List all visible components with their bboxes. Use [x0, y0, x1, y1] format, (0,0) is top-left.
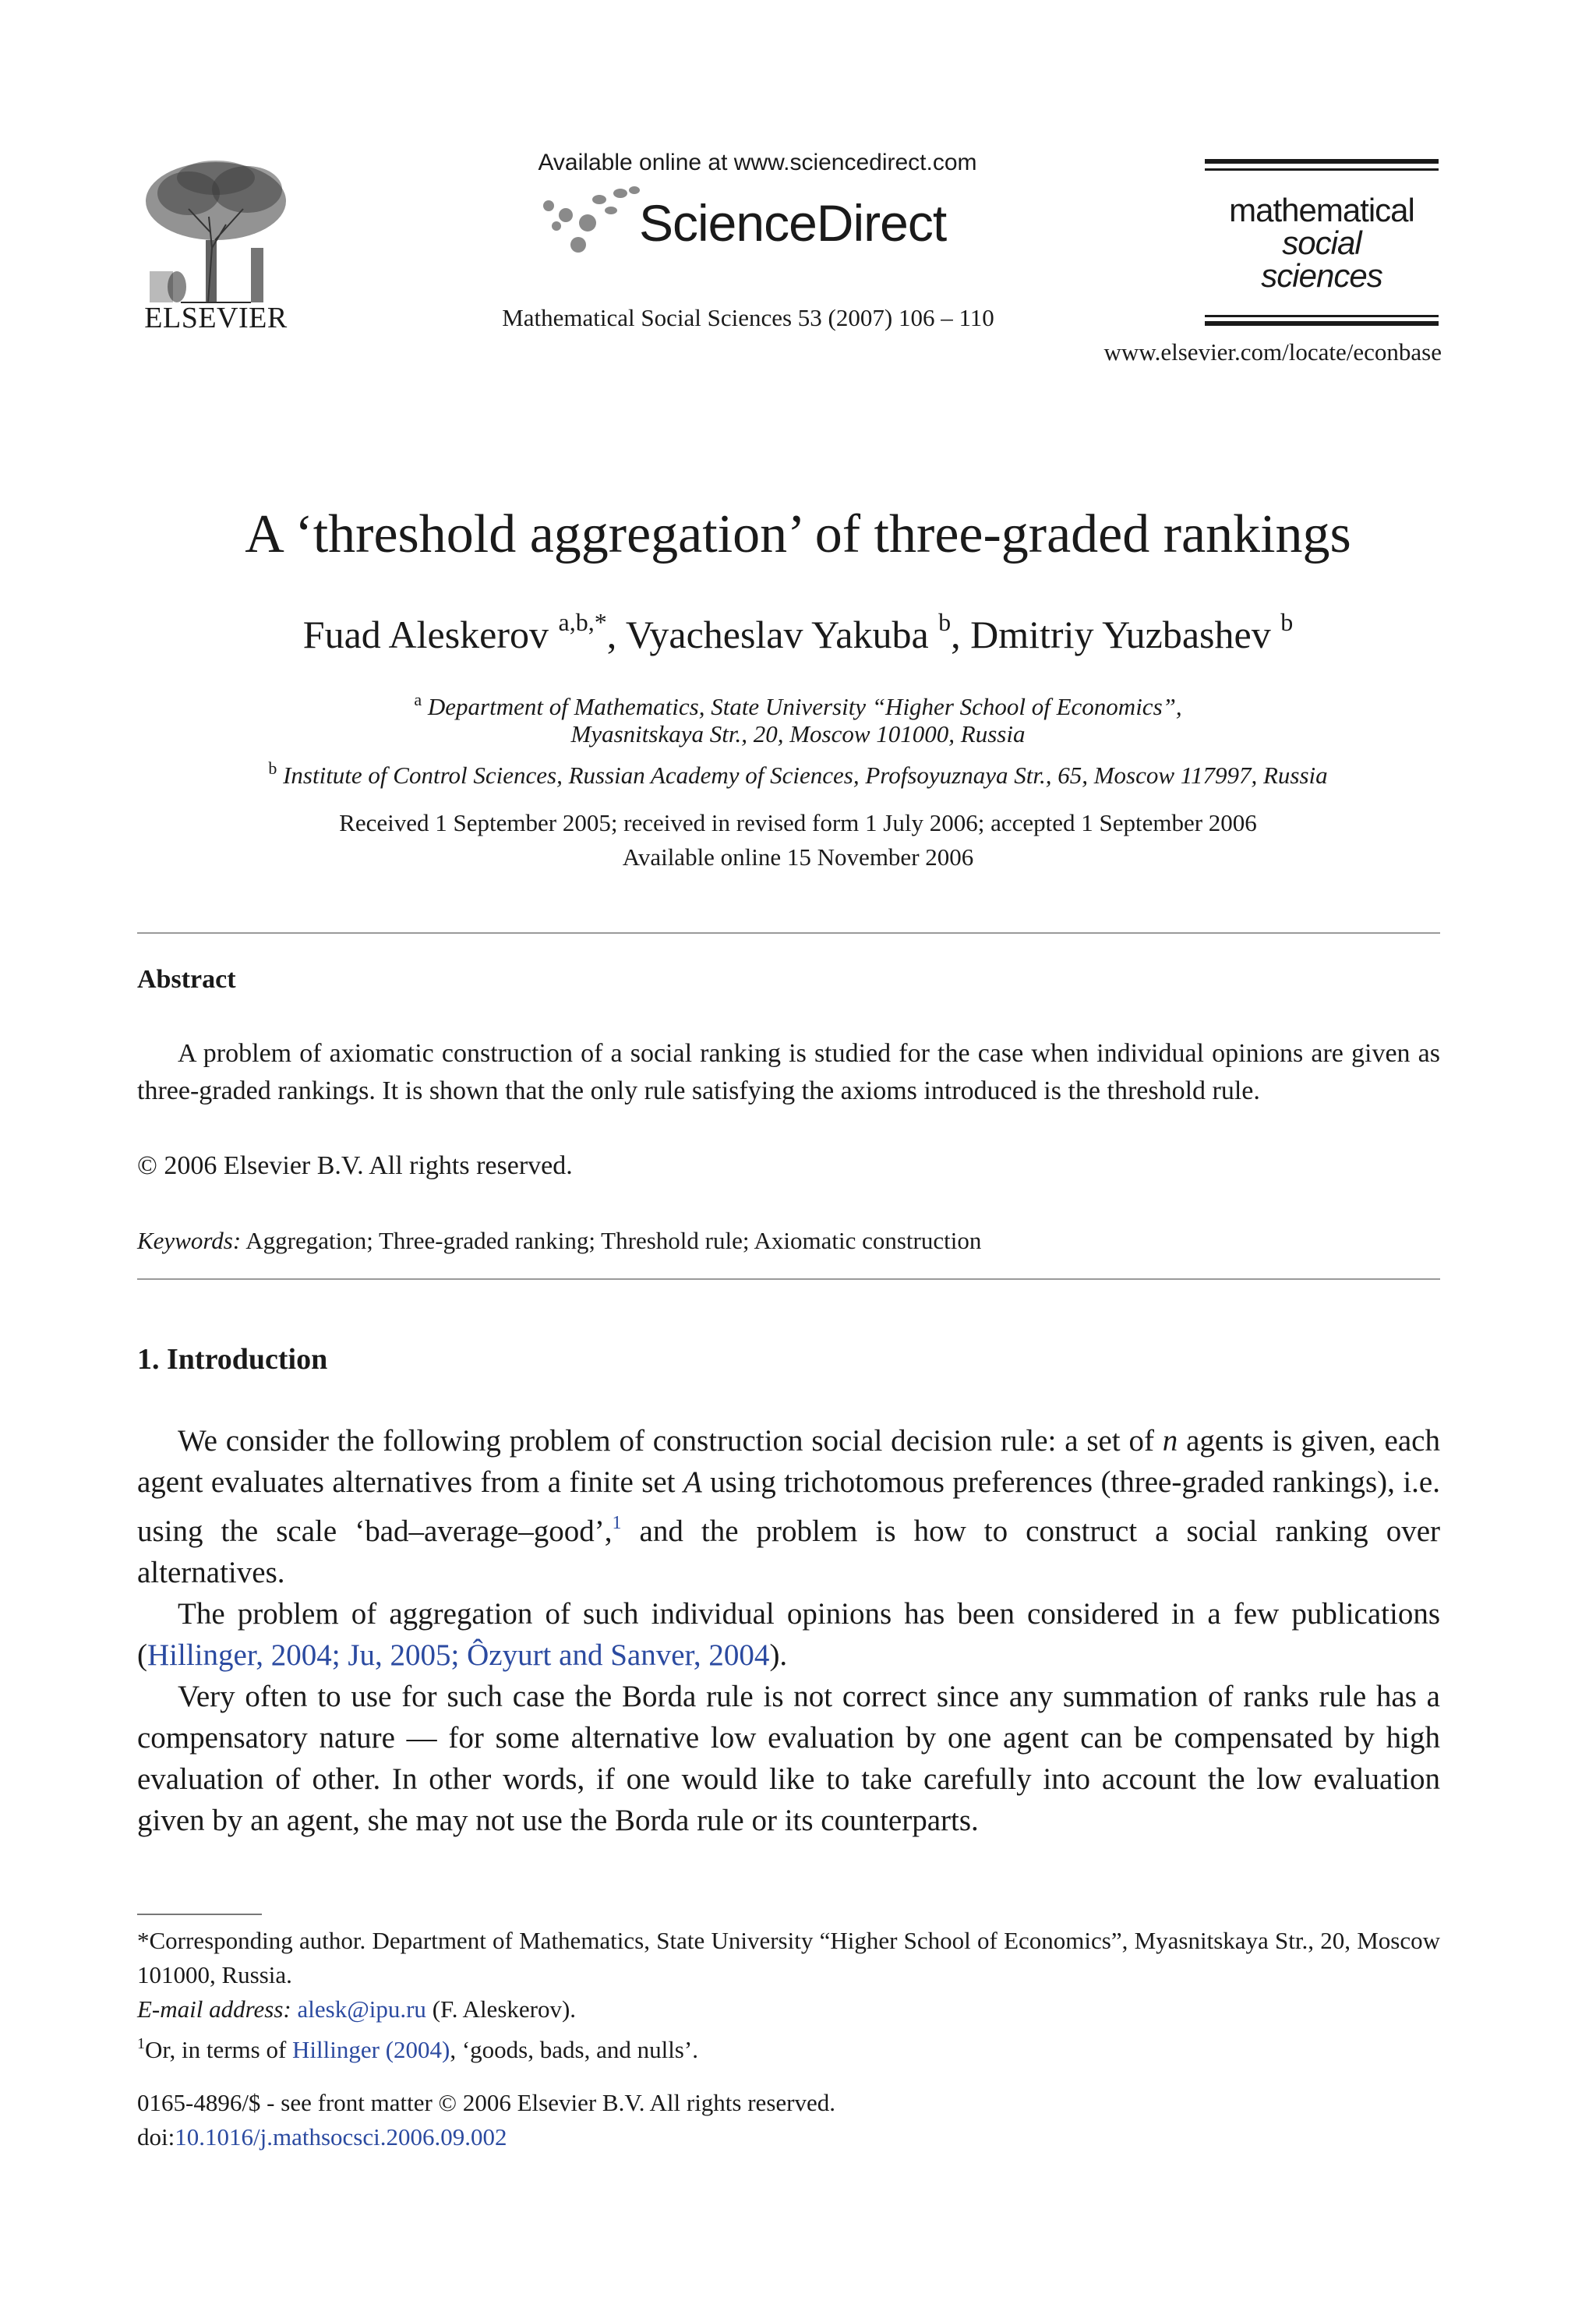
- journal-url[interactable]: www.elsevier.com/locate/econbase: [1103, 338, 1442, 366]
- footnote-rule: [137, 1914, 262, 1915]
- math-var-a: A: [683, 1465, 702, 1499]
- elsevier-tree-icon: [134, 154, 298, 310]
- affiliation-mark: b: [268, 758, 277, 778]
- elsevier-logo: [134, 154, 298, 335]
- abstract-heading: Abstract: [137, 965, 236, 994]
- footnote-ref[interactable]: 1: [612, 1513, 622, 1533]
- email-owner: (F. Aleskerov).: [425, 1995, 577, 2023]
- author-separator: ,: [606, 613, 626, 656]
- author-name[interactable]: Dmitriy Yuzbashev: [970, 613, 1271, 656]
- logo-rule-bottom: [1205, 321, 1439, 326]
- footnote-email: [137, 1992, 1440, 2027]
- text-run: , ‘goods, bads, and nulls’.: [450, 2036, 698, 2063]
- text-run: using trichotomous preferences (three-graded rankings), i.e. using the scale ‘bad–average–good’,: [137, 1465, 1440, 1548]
- available-online-date: Available online 15 November 2006: [622, 843, 974, 871]
- math-var-n: n: [1162, 1424, 1178, 1458]
- affiliation-a-line-2: Myasnitskaya Str., 20, Moscow 101000, Russia: [570, 720, 1026, 747]
- logo-rule-top: [1205, 159, 1439, 164]
- footnote-corresponding: *Corresponding author. Department of Mathematics, State University “Higher School of Economics”, Myasnitskaya Str., 20, Moscow 101000, Russia.: [137, 1927, 1440, 1988]
- abstract-copyright: © 2006 Elsevier B.V. All rights reserved.: [137, 1151, 573, 1180]
- email-label: E-mail address:: [137, 1995, 291, 2023]
- author-separator: ,: [951, 613, 971, 656]
- intro-paragraph-2: [137, 1593, 1440, 1676]
- sciencedirect-dots-icon: [533, 182, 650, 260]
- intro-paragraph-3: Very often to use for such case the Borda rule is not correct since any summation of ranks rule has a compensatory nature — for some alternative low evaluation by one agent can be compensated by high evaluation of other. In other words, if one would like to take carefully into account the low evaluation given by an agent, she may not use the Borda rule or its counterparts.: [137, 1680, 1440, 1837]
- section-heading: 1. Introduction: [137, 1343, 328, 1376]
- text-run: Or, in terms of: [145, 2036, 293, 2063]
- introduction-body: [137, 1420, 1440, 1841]
- text-run: agents is given, each agent evaluates alternatives from a finite set: [137, 1424, 1440, 1499]
- footnote-mark: 1: [137, 2035, 145, 2052]
- logo-line-1: mathematical: [1229, 192, 1414, 228]
- received-dates: Received 1 September 2005; received in revised form 1 July 2006; accepted 1 September 2006: [339, 809, 1257, 836]
- doi-label: doi:: [137, 2123, 175, 2151]
- logo-rule-bottom-thin: [1205, 315, 1439, 317]
- affiliation-text: Department of Mathematics, State University “Higher School of Economics”,: [427, 693, 1182, 720]
- publisher-name: ELSEVIER: [144, 302, 288, 334]
- author-marks: b: [1280, 608, 1294, 636]
- affiliation-mark: a: [414, 690, 422, 709]
- divider-top: [137, 932, 1440, 934]
- doi-link[interactable]: 10.1016/j.mathsocsci.2006.09.002: [175, 2123, 507, 2151]
- author-name[interactable]: Vyacheslav Yakuba: [625, 613, 929, 656]
- abstract-text: A problem of axiomatic construction of a social ranking is studied for the case when individual opinions are given as three-graded rankings. It is shown that the only rule satisfying the axioms introduced is the threshold rule.: [137, 1039, 1440, 1105]
- author-list: [0, 608, 1596, 657]
- author-name[interactable]: Fuad Aleskerov: [302, 613, 549, 656]
- issn-line: 0165-4896/$ - see front matter © 2006 Elsevier B.V. All rights reserved.: [137, 2089, 835, 2116]
- keywords: [137, 1227, 981, 1255]
- keywords-list: Aggregation; Three-graded ranking; Threshold rule; Axiomatic construction: [245, 1227, 982, 1254]
- sciencedirect-wordmark: ScienceDirect: [639, 194, 947, 252]
- logo-line-3: sciences: [1261, 257, 1382, 294]
- journal-logo: [1205, 153, 1439, 332]
- divider-bottom: [137, 1278, 1440, 1280]
- text-run: and the problem is how to construct a social ranking over alternatives.: [137, 1514, 1440, 1589]
- author-marks: a,b,*: [558, 608, 607, 636]
- affiliation-b: [0, 751, 1596, 793]
- text-run: We consider the following problem of construction social decision rule: a set of: [178, 1424, 1163, 1458]
- affiliation-text: Institute of Control Sciences, Russian Academy of Sciences, Profsoyuznaya Str., 65, Moscow 117997, Russia: [283, 762, 1328, 789]
- text-run: ).: [769, 1638, 788, 1672]
- journal-citation: Mathematical Social Sciences 53 (2007) 106 – 110: [502, 304, 994, 331]
- available-online-text: Available online at www.sciencedirect.com: [538, 150, 977, 175]
- text-run: The problem of aggregation of such individual opinions has been considered in a few publications (: [137, 1597, 1440, 1672]
- email-link[interactable]: alesk@ipu.ru: [297, 1995, 426, 2023]
- citation-link[interactable]: Hillinger, 2004; Ju, 2005; Ôzyurt and Sanver, 2004: [147, 1638, 770, 1672]
- author-marks: b: [938, 608, 952, 636]
- intro-paragraph-1: [137, 1420, 1440, 1593]
- keywords-label: Keywords:: [137, 1227, 242, 1254]
- article-title: A ‘threshold aggregation’ of three-graded rankings: [245, 504, 1351, 564]
- doi-line: [137, 2120, 1440, 2154]
- footnote-1: [137, 2027, 1440, 2067]
- logo-line-2: social: [1282, 224, 1361, 261]
- logo-rule-top-thin: [1205, 168, 1439, 171]
- citation-link[interactable]: Hillinger (2004): [292, 2036, 450, 2063]
